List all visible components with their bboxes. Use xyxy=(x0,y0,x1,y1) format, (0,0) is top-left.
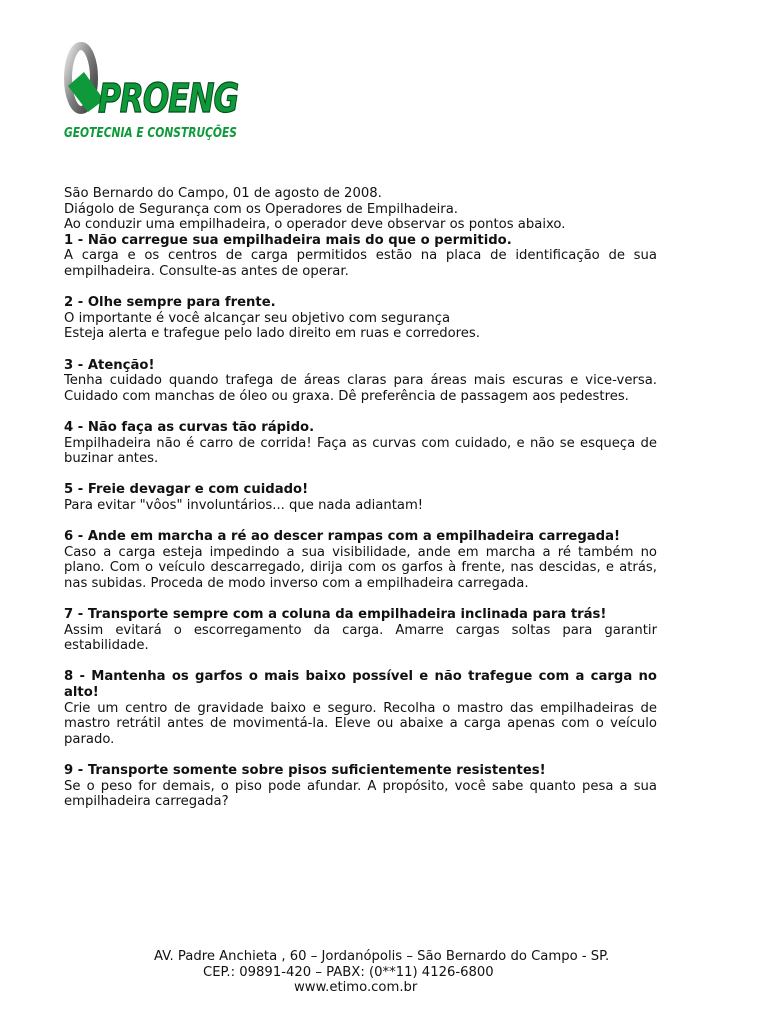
list-item xyxy=(64,529,657,591)
footer-address: AV. Padre Anchieta , 60 – Jordanópolis – São Bernardo do Campo - SP. xyxy=(154,949,610,964)
item-text: Tenha cuidado quando trafega de áreas claras para áreas mais escuras e vice-versa. Cuidado com manchas de óleo ou graxa. Dê preferência de passagem aos pedestres. xyxy=(64,373,657,404)
footer-phones: CEP.: 09891-420 – PABX: (0**11) 4126-6800 xyxy=(203,964,494,980)
item-title: 8 - Mantenha os garfos o mais baixo possível e não trafegue com a carga no alto! xyxy=(64,669,657,700)
letter-date: São Bernardo do Campo, 01 de agosto de 2008. xyxy=(64,186,382,201)
list-item xyxy=(64,420,657,467)
item-title: 9 - Transporte somente sobre pisos suficientemente resistentes! xyxy=(64,762,546,778)
item-text: O importante é você alcançar seu objetivo com segurança xyxy=(64,310,451,326)
item-title: 5 - Freie devagar e com cuidado! xyxy=(64,482,309,498)
logo-wordmark: PROENG xyxy=(98,76,239,122)
item-title: 2 - Olhe sempre para frente. xyxy=(64,295,276,311)
logo-image xyxy=(64,42,275,142)
item-text: A carga e os centros de carga permitidos estão na placa de identificação de sua empilhadeira. Consulte-as antes de operar. xyxy=(64,248,657,279)
item-text: Esteja alerta e trafegue pelo lado direito em ruas e corredores. xyxy=(64,326,480,342)
item-title: 3 - Atenção! xyxy=(64,357,155,373)
item-title: 6 - Ande em marcha a ré ao descer rampas com a empilhadeira carregada! xyxy=(64,529,621,545)
logo-tagline: GEOTECNIA E CONSTRUÇÕES xyxy=(64,126,275,141)
item-text: Se o peso for demais, o piso pode afundar. A propósito, você sabe quanto pesa a sua empilhadeira carregada? xyxy=(64,778,657,810)
list-item xyxy=(64,607,657,654)
item-title: 1 - Não carregue sua empilhadeira mais do que o permitido. xyxy=(64,232,512,248)
item-text: Assim evitará o escorregamento da carga. Amarre cargas soltas para garantir estabilidade. xyxy=(64,622,657,654)
item-title: 7 - Transporte sempre com a coluna da empilhadeira inclinada para trás! xyxy=(64,607,607,623)
letter-intro: Ao conduzir uma empilhadeira, o operador deve observar os pontos abaixo. xyxy=(64,217,566,233)
item-text: Empilhadeira não é carro de corrida! Faça as curvas com cuidado, e não se esqueça de buzinar antes. xyxy=(64,435,657,467)
footer-website: www.etimo.com.br xyxy=(294,980,418,996)
item-title: 4 - Não faça as curvas tão rápido. xyxy=(64,419,315,435)
item-text: Para evitar "vôos" involuntários... que nada adiantam! xyxy=(64,497,424,513)
letter-subject: Diágolo de Segurança com os Operadores de Empilhadeira. xyxy=(64,201,458,217)
letter-body xyxy=(64,186,657,825)
list-item xyxy=(64,763,657,810)
proeng-logo xyxy=(64,42,275,142)
safety-items-list xyxy=(64,233,657,810)
list-item xyxy=(64,358,657,405)
item-text: Caso a carga esteja impedindo a sua visibilidade, ande em marcha a ré também no plano. Com o veículo descarregado, dirija com os garfos à frente, nas descidas, e atrás, nas subidas. Proceda de modo inverso com a empilhadeira carregada. xyxy=(64,544,657,591)
list-item xyxy=(64,295,657,342)
list-item xyxy=(64,482,657,513)
item-text: Crie um centro de gravidade baixo e seguro. Recolha o mastro das empilhadeiras de mastro retrátil antes de movimentá-la. Eleve ou abaixe a carga apenas com o veículo parado. xyxy=(64,700,657,747)
list-item xyxy=(64,233,657,280)
list-item xyxy=(64,669,657,747)
